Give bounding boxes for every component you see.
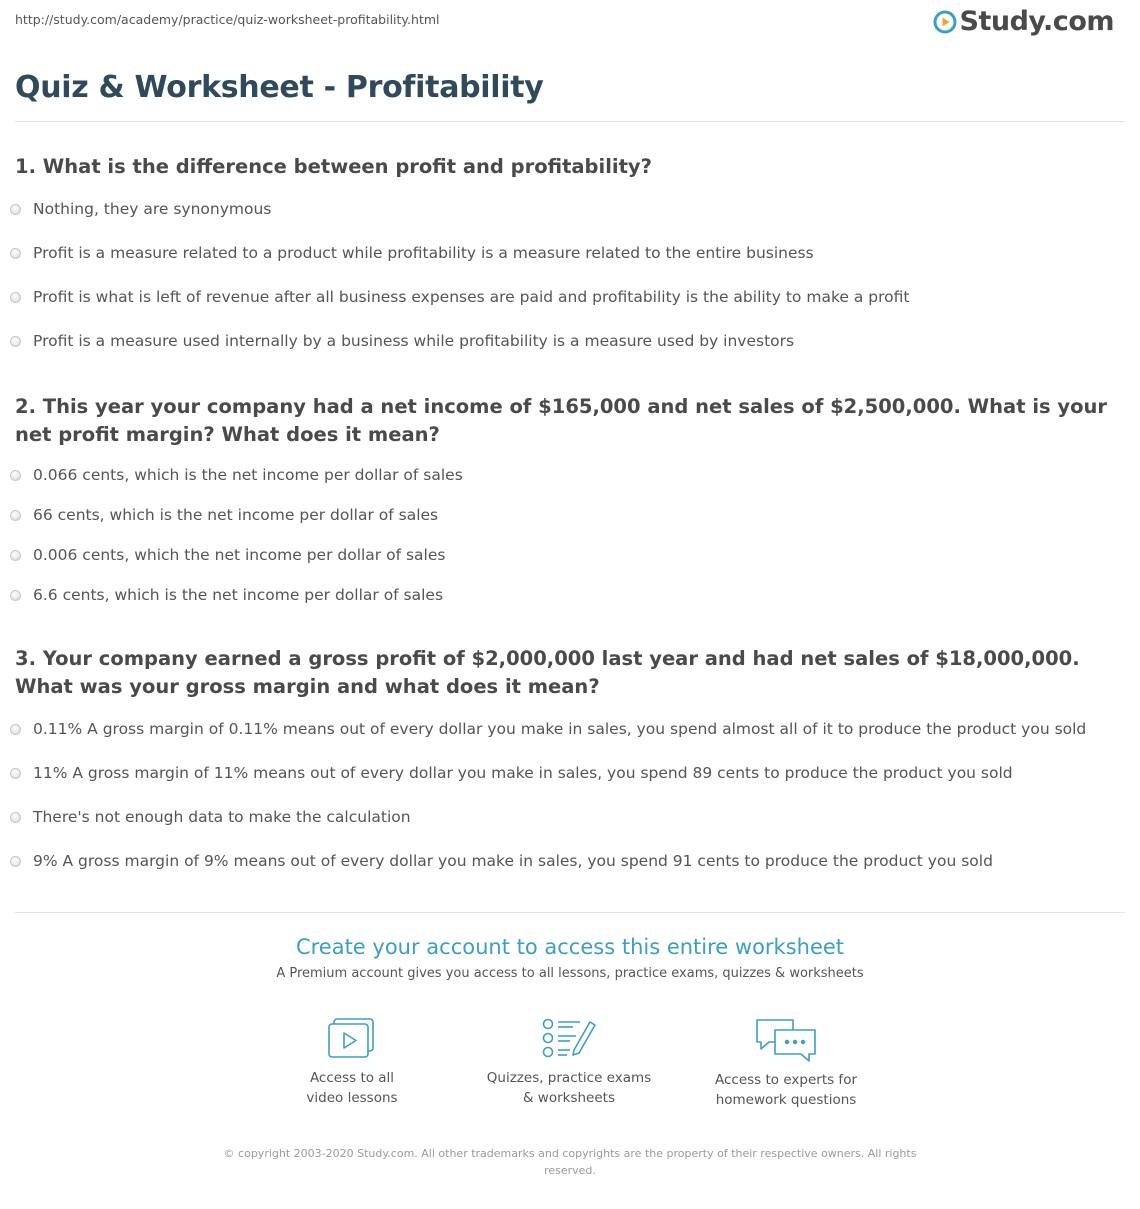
option-label: Profit is what is left of revenue after all business expenses are paid and profitability is the ability to make a profit <box>33 288 910 306</box>
feature-label-line2: video lessons <box>306 1090 398 1106</box>
radio-button[interactable] <box>10 550 21 561</box>
answer-option[interactable] <box>10 466 463 484</box>
feature-label-line1: Access to experts for <box>714 1072 857 1088</box>
play-circle-icon <box>933 10 957 34</box>
option-label: There's not enough data to make the calculation <box>33 808 411 826</box>
page-title: Quiz & Worksheet - Profitability <box>15 70 544 105</box>
feature-label-line2: & worksheets <box>522 1090 615 1106</box>
page-url: http://study.com/academy/practice/quiz-worksheet-profitability.html <box>15 12 440 27</box>
create-account-link[interactable]: Create your account to access this entire worksheet <box>295 935 845 959</box>
feature-label-line1: Quizzes, practice exams <box>486 1070 652 1086</box>
radio-button[interactable] <box>10 590 21 601</box>
answer-option[interactable] <box>10 808 411 826</box>
question-text: 1. What is the difference between profit and profitability? <box>15 155 652 178</box>
option-label: 6.6 cents, which is the net income per dollar of sales <box>33 586 444 604</box>
brand-name: Study.com <box>959 6 1114 37</box>
chat-bubbles-icon <box>753 1016 819 1062</box>
option-label: 66 cents, which is the net income per dollar of sales <box>33 506 439 524</box>
copyright-notice <box>215 1145 925 1179</box>
question-2 <box>15 393 1110 449</box>
premium-description: A Premium account gives you access to all lessons, practice exams, quizzes & worksheets <box>276 966 864 981</box>
copyright-line: reserved. <box>544 1164 596 1177</box>
title-divider <box>15 121 1125 122</box>
answer-option[interactable] <box>10 586 443 604</box>
quiz-checklist-icon <box>540 1016 598 1060</box>
cta-divider <box>15 912 1125 913</box>
radio-button[interactable] <box>10 510 21 521</box>
radio-button[interactable] <box>10 336 21 347</box>
question-1 <box>15 153 1110 181</box>
radio-button[interactable] <box>10 248 21 259</box>
question-text: 2. This year your company had a net income of $165,000 and net sales of $2,500,000. What is your net profit margin? What does it mean? <box>15 395 1107 446</box>
option-label: Profit is a measure used internally by a business while profitability is a measure used by investors <box>33 332 795 350</box>
answer-option[interactable] <box>10 244 814 262</box>
question-3 <box>15 645 1110 701</box>
option-label: Nothing, they are synonymous <box>33 200 272 218</box>
radio-button[interactable] <box>10 768 21 779</box>
radio-button[interactable] <box>10 292 21 303</box>
answer-option[interactable] <box>10 200 271 218</box>
answer-option[interactable] <box>10 288 909 306</box>
option-label: 0.11% A gross margin of 0.11% means out of every dollar you make in sales, you spend almost all of it to produce the product you sold <box>33 720 1087 738</box>
option-label: Profit is a measure related to a product while profitability is a measure related to the entire business <box>33 244 814 262</box>
answer-option[interactable] <box>10 764 1013 782</box>
radio-button[interactable] <box>10 204 21 215</box>
option-label: 9% A gross margin of 9% means out of every dollar you make in sales, you spend 91 cents to produce the product you sold <box>33 852 993 870</box>
video-lessons-icon <box>326 1016 378 1060</box>
feature-label-line2: homework questions <box>715 1092 857 1108</box>
radio-button[interactable] <box>10 470 21 481</box>
answer-option[interactable] <box>10 506 438 524</box>
feature-video-lessons <box>257 1016 447 1108</box>
option-label: 11% A gross margin of 11% means out of every dollar you make in sales, you spend 89 cents to produce the product you sold <box>33 764 1013 782</box>
brand-logo[interactable] <box>933 6 1114 37</box>
answer-option[interactable] <box>10 720 1086 738</box>
option-label: 0.006 cents, which the net income per dollar of sales <box>33 546 446 564</box>
radio-button[interactable] <box>10 856 21 867</box>
feature-label-line1: Access to all <box>309 1070 395 1086</box>
feature-quizzes <box>474 1016 664 1108</box>
answer-option[interactable] <box>10 852 993 870</box>
radio-button[interactable] <box>10 812 21 823</box>
answer-option[interactable] <box>10 332 794 350</box>
question-text: 3. Your company earned a gross profit of $2,000,000 last year and had net sales of $18,000,000. What was your gross margin and what does it mean? <box>15 647 1080 698</box>
copyright-line: © copyright 2003-2020 Study.com. All other trademarks and copyrights are the property of their respective owners. All rights <box>223 1147 917 1160</box>
radio-button[interactable] <box>10 724 21 735</box>
option-label: 0.066 cents, which is the net income per dollar of sales <box>33 466 463 484</box>
answer-option[interactable] <box>10 546 445 564</box>
feature-experts <box>691 1016 881 1110</box>
